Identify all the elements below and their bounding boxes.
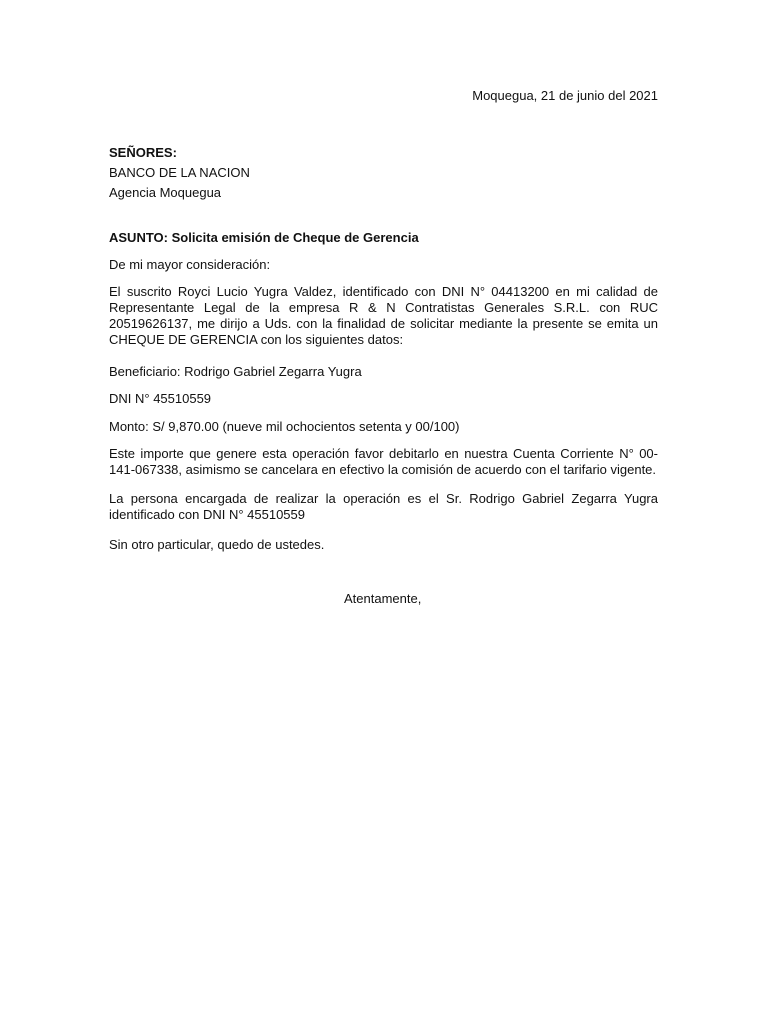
recipient-organization: BANCO DE LA NACION <box>109 165 250 180</box>
body-intro-paragraph: El suscrito Royci Lucio Yugra Valdez, identificado con DNI N° 04413200 en mi calidad de Representante Legal de la empresa R & N Contratistas Generales S.R.L. con RUC 20519626137, me dirijo a Uds. con la finalidad de solicitar mediante la presente se emita un CHEQUE DE GERENCIA con los siguientes datos: <box>109 284 658 347</box>
letter-subject: ASUNTO: Solicita emisión de Cheque de Gerencia <box>109 230 419 245</box>
dni-line: DNI N° 45510559 <box>109 391 212 406</box>
debit-paragraph: Este importe que genere esta operación favor debitarlo en nuestra Cuenta Corriente N° 00-141-067338, asimismo se cancelara en efectivo la comisión de acuerdo con el tarifario vigente. <box>109 446 658 477</box>
letter-greeting: De mi mayor consideración: <box>109 257 271 272</box>
letter-date: Moquegua, 21 de junio del 2021 <box>472 88 658 103</box>
recipient-salutation: SEÑORES: <box>109 145 177 160</box>
amount-line: Monto: S/ 9,870.00 (nueve mil ochocientos setenta y 00/100) <box>109 419 460 434</box>
sign-off: Atentamente, <box>344 591 422 606</box>
closing-line: Sin otro particular, quedo de ustedes. <box>109 537 325 552</box>
recipient-branch: Agencia Moquegua <box>109 185 222 200</box>
beneficiary-line: Beneficiario: Rodrigo Gabriel Zegarra Yugra <box>109 364 362 379</box>
operator-paragraph: La persona encargada de realizar la operación es el Sr. Rodrigo Gabriel Zegarra Yugra identificado con DNI N° 45510559 <box>109 491 658 522</box>
